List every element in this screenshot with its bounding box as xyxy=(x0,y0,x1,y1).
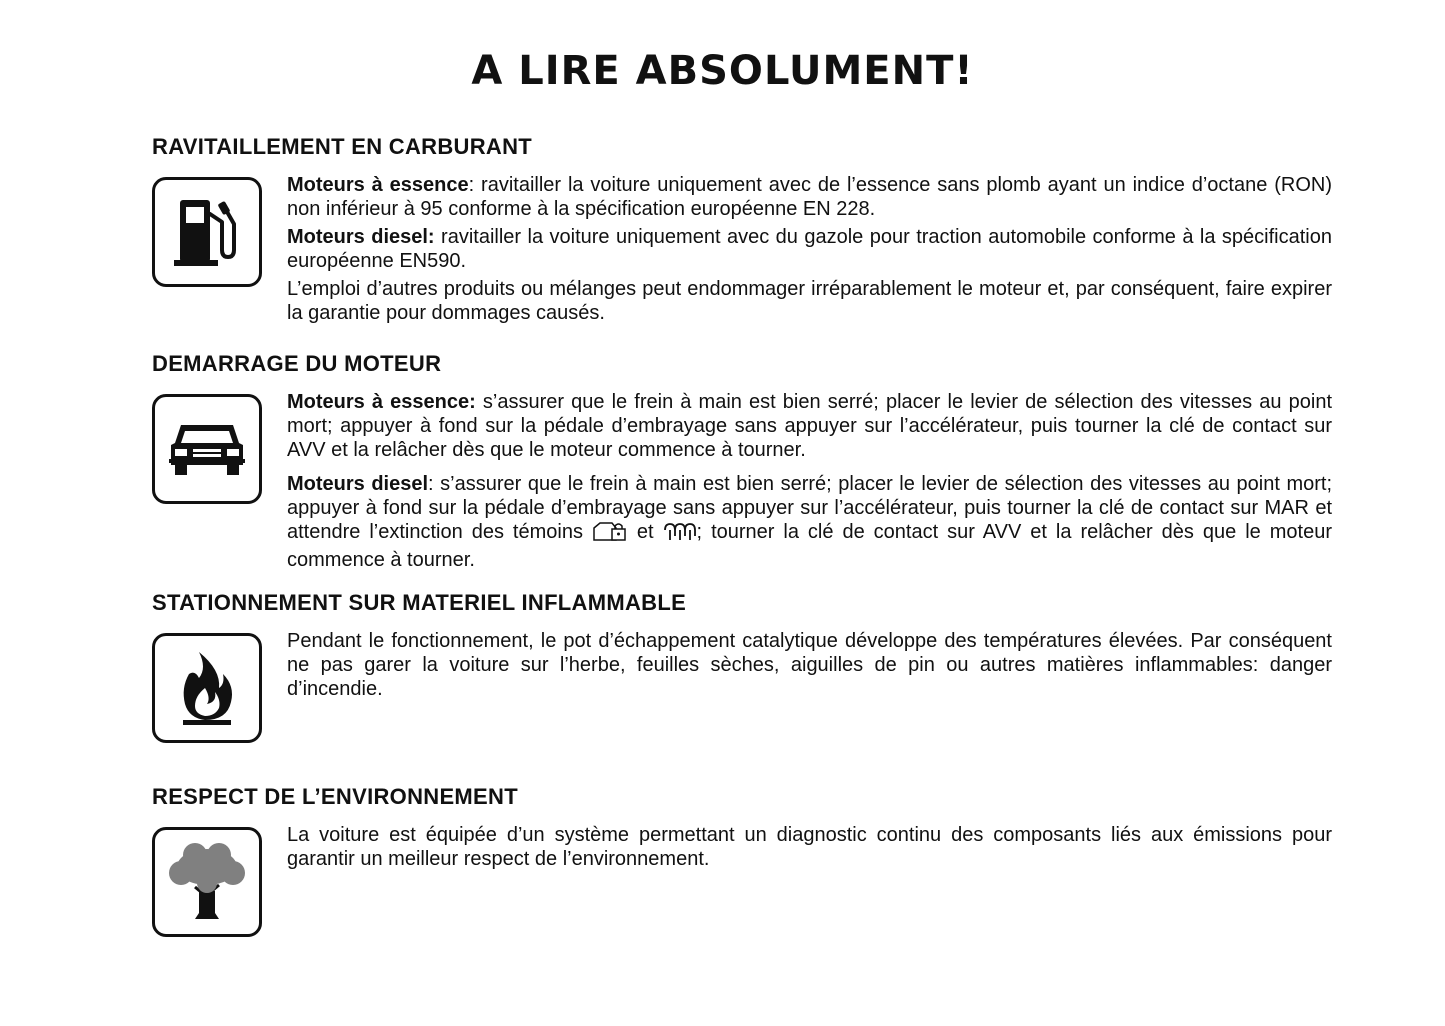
paragraph xyxy=(287,629,1332,701)
section-heading-flammable: STATIONNEMENT SUR MATERIEL INFLAMMABLE xyxy=(152,590,687,615)
section-flammable xyxy=(152,590,1332,705)
section-environment-row xyxy=(152,823,1332,871)
bold-label: Moteurs diesel xyxy=(287,473,429,495)
glow-plug-icon xyxy=(663,522,697,548)
paragraph-text: ravitailler la voiture uniquement avec du gazole pour traction automobile conforme à la spécification européenne EN590. xyxy=(287,226,1332,272)
flame-icon xyxy=(152,633,262,743)
section-fuel-text xyxy=(287,173,1332,325)
section-environment xyxy=(152,784,1332,875)
section-engine-start xyxy=(152,351,1332,576)
paragraph xyxy=(287,225,1332,273)
tree-icon xyxy=(152,827,262,937)
paragraph-text: : s’assurer que le frein à main est bien serré; placer le levier de sélection des vitesses au point mort; appuyer à fond sur la pédale d’embrayage sans appuyer sur l’accélérateur, puis tourner la clé de contact sur MAR et attendre l’extinction des témoins xyxy=(287,473,1332,543)
immobilizer-warning-icon xyxy=(592,520,628,548)
car-front-icon xyxy=(152,394,262,504)
paragraph xyxy=(287,390,1332,462)
page-title: A LIRE ABSOLUMENT! xyxy=(471,48,974,94)
bold-label: Moteurs à essence xyxy=(287,174,469,196)
paragraph xyxy=(287,173,1332,221)
paragraph-text: : ravitailler la voiture uniquement avec de l’essence sans plomb ayant un indice d’octane (RON) non inférieur à 95 conforme à la spécification européenne EN 228. xyxy=(287,174,1332,220)
bold-label: Moteurs à essence: xyxy=(287,391,476,413)
bold-label: Moteurs diesel: xyxy=(287,226,435,248)
section-fuel xyxy=(152,134,1332,329)
section-fuel-row xyxy=(152,173,1332,325)
paragraph-text: ; tourner la clé de contact sur AVV et la relâcher dès que le moteur commence à tourner. xyxy=(287,521,1333,571)
paragraph xyxy=(287,823,1332,871)
section-heading-environment: RESPECT DE L’ENVIRONNEMENT xyxy=(152,784,518,809)
paragraph-text: La voiture est équipée d’un système permettant un diagnostic continu des composants liés aux émissions pour garantir un meilleur respect de l’environnement. xyxy=(287,824,1332,870)
paragraph-text: s’assurer que le frein à main est bien serré; placer le levier de sélection des vitesses au point mort; appuyer à fond sur la pédale d’embrayage sans appuyer sur l’accélérateur, puis tourner la clé de contact sur AVV et la relâcher dès que le moteur commence à tourner. xyxy=(287,391,1333,461)
section-heading-engine-start: DEMARRAGE DU MOTEUR xyxy=(152,351,442,376)
paragraph-text: Pendant le fonctionnement, le pot d’échappement catalytique développe des températures élevées. Par conséquent ne pas garer la voiture sur l’herbe, feuilles sèches, aiguilles de pin ou autres matières inflammables: danger d’incendie. xyxy=(287,630,1332,700)
section-flammable-text xyxy=(287,629,1332,701)
paragraph-text: L’emploi d’autres produits ou mélanges peut endommager irréparablement le moteur et, par conséquent, faire expirer la garantie pour dommages causés. xyxy=(287,278,1332,324)
paragraph xyxy=(287,277,1332,325)
paragraph-text: et xyxy=(627,521,663,543)
fuel-pump-icon xyxy=(152,177,262,287)
paragraph xyxy=(287,472,1332,572)
section-flammable-row xyxy=(152,629,1332,701)
section-engine-start-row xyxy=(152,390,1332,572)
section-environment-text xyxy=(287,823,1332,871)
section-heading-fuel: RAVITAILLEMENT EN CARBURANT xyxy=(152,134,533,159)
section-engine-start-text xyxy=(287,390,1332,572)
